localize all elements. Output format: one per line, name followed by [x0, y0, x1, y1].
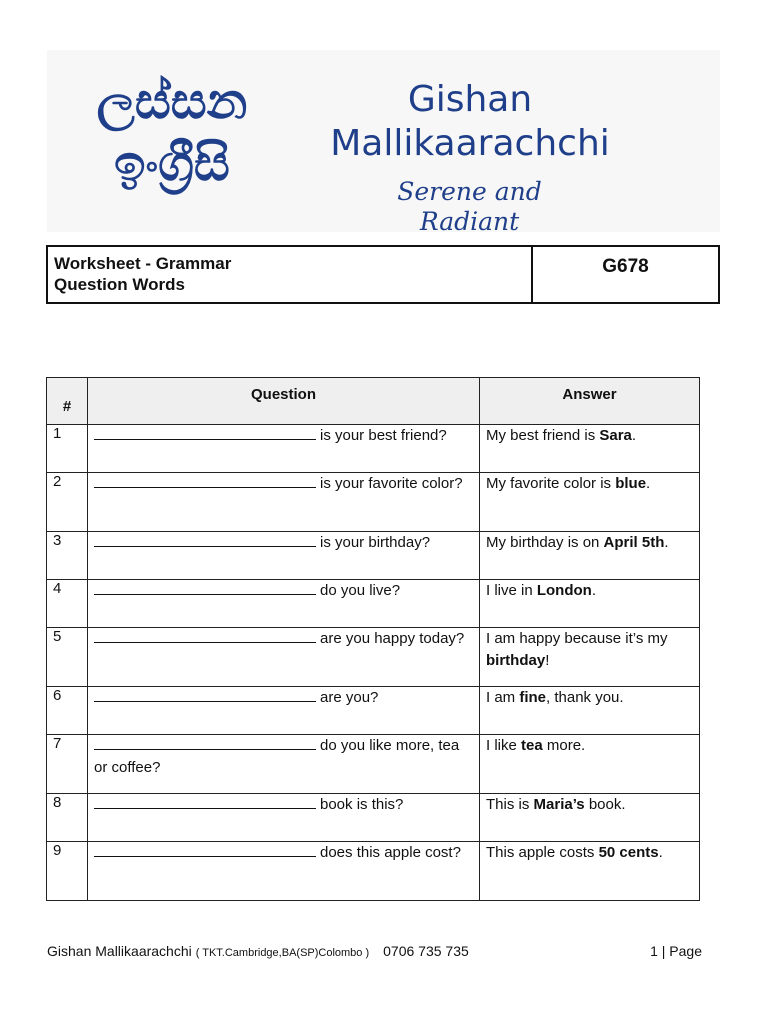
answer-keyword: Sara: [599, 427, 632, 444]
answer-blank[interactable]: [94, 581, 316, 595]
footer-author: Gishan Mallikaarachchi: [47, 943, 192, 959]
answer-cell: [480, 842, 700, 901]
answer-cell: [480, 425, 700, 473]
answer-text-end: !: [545, 652, 550, 669]
row-number: 4: [47, 580, 88, 628]
answer-keyword: London: [536, 582, 592, 599]
row-number: 9: [47, 842, 88, 901]
answer-text: This is: [486, 796, 534, 813]
table-row: [47, 687, 700, 735]
table-row: [47, 628, 700, 687]
row-number: 7: [47, 735, 88, 794]
question-cell: [88, 532, 480, 580]
answer-text: I live in: [486, 582, 537, 599]
answer-blank[interactable]: [94, 533, 316, 547]
question-text: are you happy today?: [320, 630, 465, 647]
question-table: [46, 377, 700, 901]
answer-keyword: 50 cents: [598, 844, 659, 861]
row-number: 8: [47, 794, 88, 842]
brand-name: [320, 78, 620, 166]
answer-text: My best friend is: [486, 427, 600, 444]
answer-blank[interactable]: [94, 736, 316, 750]
question-text: is your best friend?: [320, 427, 447, 444]
answer-cell: [480, 628, 700, 687]
answer-text: My birthday is on: [486, 534, 604, 551]
answer-keyword: tea: [521, 737, 543, 754]
page-footer: [47, 943, 702, 959]
answer-text-end: .: [591, 582, 597, 599]
table-row: [47, 842, 700, 901]
answer-text-end: more.: [542, 737, 586, 754]
answer-keyword: April 5th: [603, 534, 665, 551]
answer-text: I am: [486, 689, 520, 706]
answer-keyword: blue: [615, 475, 647, 492]
row-number: 2: [47, 473, 88, 532]
worksheet-title-line-2: Question Words: [54, 275, 185, 294]
column-header-question: Question: [88, 378, 480, 425]
table-row: [47, 425, 700, 473]
question-cell: [88, 794, 480, 842]
answer-cell: [480, 580, 700, 628]
brand-line-1: Gishan: [407, 79, 533, 120]
question-text: do you like more, tea or coffee?: [94, 737, 460, 776]
answer-blank[interactable]: [94, 843, 316, 857]
answer-cell: [480, 735, 700, 794]
answer-keyword: fine: [519, 689, 547, 706]
answer-blank[interactable]: [94, 629, 316, 643]
question-cell: [88, 735, 480, 794]
answer-blank[interactable]: [94, 426, 316, 440]
answer-text: I like: [486, 737, 522, 754]
table-row: [47, 735, 700, 794]
answer-text-end: .: [664, 534, 669, 551]
worksheet-header: [46, 245, 720, 304]
worksheet-code: G678: [602, 256, 649, 277]
footer-page-number: 1 | Page: [650, 943, 702, 959]
answer-text-end: .: [646, 475, 651, 492]
answer-cell: [480, 473, 700, 532]
answer-text-end: , thank you.: [546, 689, 624, 706]
sinhala-logo: [87, 70, 257, 194]
worksheet-title-line-1: Worksheet - Grammar: [54, 254, 232, 273]
answer-text-end: .: [631, 427, 637, 444]
question-text: does this apple cost?: [320, 844, 461, 861]
column-header-number: #: [47, 378, 88, 425]
answer-text-end: book.: [584, 796, 626, 813]
answer-keyword: Maria’s: [533, 796, 585, 813]
table-row: [47, 794, 700, 842]
answer-text: This apple costs: [486, 844, 599, 861]
answer-cell: [480, 532, 700, 580]
answer-cell: [480, 687, 700, 735]
table-header-row: [47, 378, 700, 425]
worksheet-title: [48, 247, 533, 302]
answer-text: I am happy because it’s my: [486, 630, 668, 647]
answer-keyword: birthday: [486, 652, 546, 669]
logo-line-2: ඉංග්‍රීසි: [114, 134, 230, 192]
footer-credentials: ( TKT.Cambridge,BA(SP)Colombo ): [195, 947, 370, 959]
question-cell: [88, 473, 480, 532]
row-number: 3: [47, 532, 88, 580]
table-row: [47, 473, 700, 532]
row-number: 6: [47, 687, 88, 735]
table-row: [47, 580, 700, 628]
question-cell: [88, 425, 480, 473]
question-text: book is this?: [320, 796, 404, 813]
header-banner: [47, 50, 720, 236]
column-header-answer: Answer: [480, 378, 700, 425]
question-text: do you live?: [320, 582, 401, 599]
question-text: is your birthday?: [320, 534, 431, 551]
question-cell: [88, 580, 480, 628]
row-number: 5: [47, 628, 88, 687]
question-cell: [88, 687, 480, 735]
footer-phone: 0706 735 735: [383, 943, 469, 959]
question-cell: [88, 628, 480, 687]
question-cell: [88, 842, 480, 901]
answer-text-end: .: [658, 844, 663, 861]
answer-cell: [480, 794, 700, 842]
row-number: 1: [47, 425, 88, 473]
tagline: Serene and Radiant: [397, 177, 542, 236]
logo-line-1: ලස්සන: [96, 72, 248, 130]
question-text: are you?: [320, 689, 379, 706]
brand-line-2: Mallikaarachchi: [330, 123, 610, 164]
answer-blank[interactable]: [94, 474, 316, 488]
answer-blank[interactable]: [94, 795, 316, 809]
table-row: [47, 532, 700, 580]
answer-text: My favorite color is: [486, 475, 616, 492]
question-text: is your favorite color?: [320, 475, 463, 492]
answer-blank[interactable]: [94, 688, 316, 702]
